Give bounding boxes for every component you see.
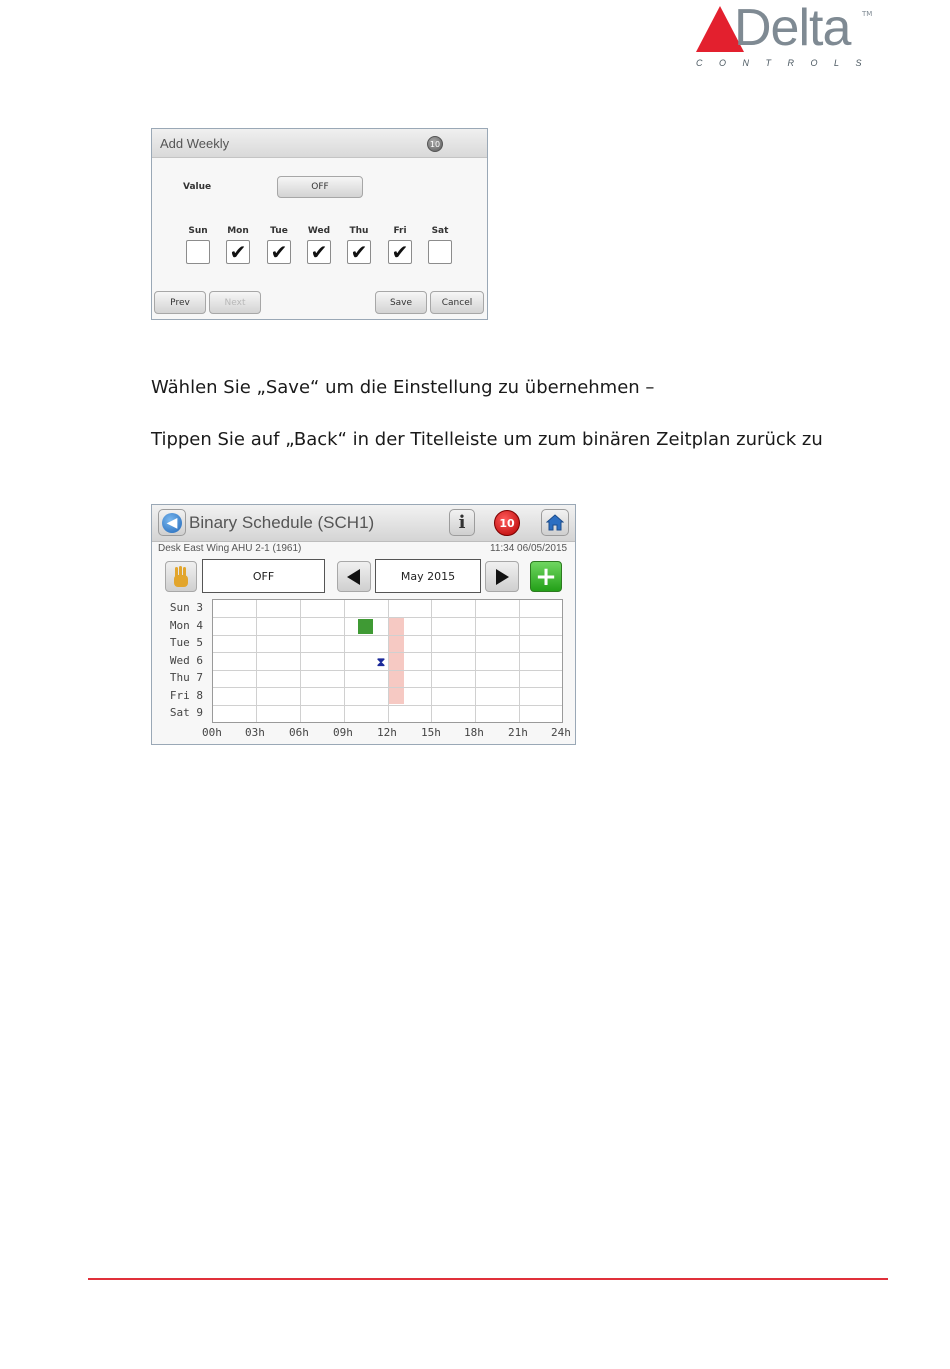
row-label: Thu 7 <box>169 671 203 684</box>
footer-divider <box>88 1278 888 1280</box>
logo-subtitle: CONTROLS <box>696 58 879 68</box>
hour-label: 24h <box>551 726 571 739</box>
day-thu <box>344 226 374 264</box>
checkbox-mon[interactable] <box>226 240 250 264</box>
alarm-badge-icon[interactable]: 10 <box>494 510 520 536</box>
hour-label: 09h <box>333 726 353 739</box>
hour-label: 18h <box>464 726 484 739</box>
back-arrow-icon: ◀ <box>162 513 182 533</box>
schedule-grid[interactable] <box>212 599 563 723</box>
alarm-badge-icon[interactable]: 10 <box>427 136 443 152</box>
add-weekly-titlebar <box>152 129 487 158</box>
day-sun <box>183 226 213 264</box>
row-label: Tue 5 <box>169 636 203 649</box>
day-label: Mon <box>227 226 249 236</box>
info-icon: i <box>458 512 466 533</box>
grid-line <box>213 652 562 653</box>
add-weekly-title: Add Weekly <box>160 136 230 151</box>
grid-line <box>431 600 432 722</box>
logo-trademark: TM <box>862 10 873 18</box>
day-fri <box>385 226 415 264</box>
arrow-left-icon <box>344 567 364 587</box>
binary-schedule-screen <box>151 504 576 745</box>
current-time-band <box>388 617 404 704</box>
prev-button[interactable]: Prev <box>154 291 206 314</box>
date-time: 11:34 06/05/2015 <box>490 543 568 554</box>
day-label: Sun <box>188 226 208 236</box>
row-label: Sat 9 <box>169 706 203 719</box>
checkbox-thu[interactable] <box>347 240 371 264</box>
grid-line <box>475 600 476 722</box>
day-mon <box>223 226 253 264</box>
grid-line <box>213 687 562 688</box>
grid-line <box>300 600 301 722</box>
row-label: Fri 8 <box>169 689 203 702</box>
logo-wordmark: Delta <box>734 0 851 57</box>
home-button[interactable] <box>541 509 569 536</box>
info-button[interactable] <box>449 509 475 536</box>
schedule-title: Binary Schedule (SCH1) <box>189 513 375 532</box>
checkmark-icon: ✔ <box>310 240 328 264</box>
checkbox-sat[interactable] <box>428 240 452 264</box>
checkbox-sun[interactable] <box>186 240 210 264</box>
hour-label: 00h <box>202 726 222 739</box>
instruction-save: Wählen Sie „Save“ um die Einstellung zu übernehmen – <box>151 377 655 398</box>
checkmark-icon: ✔ <box>229 240 247 264</box>
day-sat <box>425 226 455 264</box>
day-label: Sat <box>431 226 449 236</box>
hour-label: 06h <box>289 726 309 739</box>
checkmark-icon: ✔ <box>391 240 409 264</box>
value-toggle-button[interactable]: OFF <box>277 176 363 198</box>
month-display: May 2015 <box>375 559 481 593</box>
grid-line <box>519 600 520 722</box>
hour-label: 03h <box>245 726 265 739</box>
grid-line <box>344 600 345 722</box>
grid-line <box>256 600 257 722</box>
device-name: Desk East Wing AHU 2-1 (1961) <box>158 543 302 554</box>
value-label: Value <box>183 182 212 192</box>
state-display[interactable]: OFF <box>202 559 325 593</box>
time-cursor-icon[interactable]: ⧗ <box>376 655 386 669</box>
checkbox-wed[interactable] <box>307 240 331 264</box>
prev-month-button[interactable] <box>337 561 371 592</box>
instruction-back: Tippen Sie auf „Back“ in der Titelleiste um zum binären Zeitplan zurück zu <box>151 429 823 450</box>
checkmark-icon: ✔ <box>270 240 288 264</box>
home-icon <box>546 514 564 531</box>
row-label: Mon 4 <box>169 619 203 632</box>
cancel-button[interactable]: Cancel <box>430 291 484 314</box>
plus-icon: + <box>535 561 557 592</box>
hour-label: 12h <box>377 726 397 739</box>
hour-label: 15h <box>421 726 441 739</box>
day-tue <box>264 226 294 264</box>
row-label: Sun 3 <box>169 601 203 614</box>
day-label: Thu <box>349 226 369 236</box>
save-button[interactable]: Save <box>375 291 427 314</box>
grid-line <box>213 617 562 618</box>
day-wed <box>304 226 334 264</box>
add-event-button[interactable] <box>530 561 562 592</box>
add-weekly-dialog <box>151 128 488 320</box>
day-label: Tue <box>270 226 288 236</box>
row-label: Wed 6 <box>169 654 203 667</box>
checkbox-tue[interactable] <box>267 240 291 264</box>
hour-label: 21h <box>508 726 528 739</box>
grid-line <box>388 600 389 722</box>
next-month-button[interactable] <box>485 561 519 592</box>
checkbox-fri[interactable] <box>388 240 412 264</box>
manual-override-button[interactable] <box>165 561 197 592</box>
delta-controls-logo <box>694 0 879 72</box>
grid-line <box>213 670 562 671</box>
back-button[interactable] <box>158 509 186 536</box>
day-label: Wed <box>307 226 331 236</box>
hand-icon <box>172 565 190 589</box>
grid-line <box>213 635 562 636</box>
next-button[interactable]: Next <box>209 291 261 314</box>
day-label: Fri <box>393 226 407 236</box>
checkmark-icon: ✔ <box>350 240 368 264</box>
schedule-titlebar <box>152 505 575 542</box>
arrow-right-icon <box>492 567 512 587</box>
schedule-event-block[interactable] <box>358 619 373 634</box>
grid-line <box>213 705 562 706</box>
